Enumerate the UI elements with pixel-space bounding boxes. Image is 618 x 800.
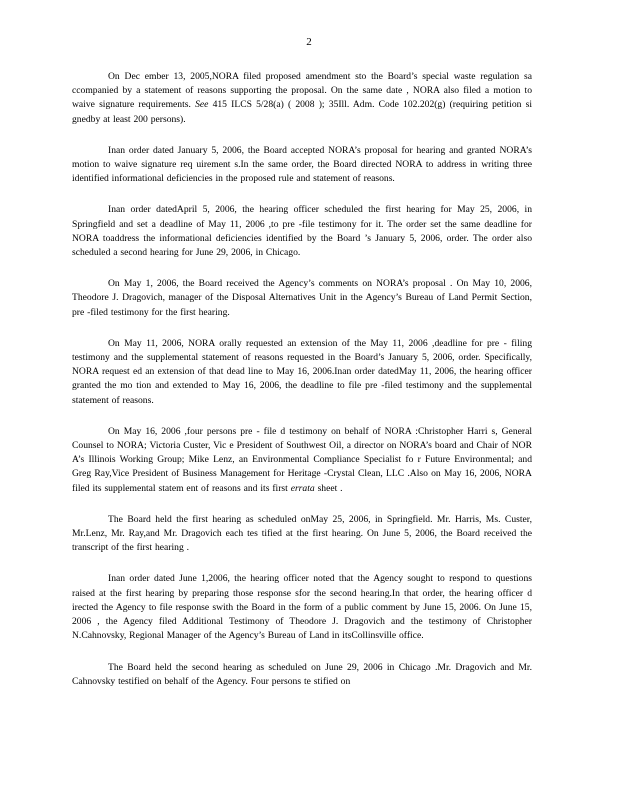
paragraph-7-text: The Board held the first hearing as scheduled onMay 25, 2006, in Springfield. Mr. Harris, Ms. Custer, Mr.Lenz, Mr. Ray,and Mr. Dragovich each tes tified at the first hearing. On June 5, 2006, the Board received the transcript of the first hearing .	[72, 513, 532, 554]
paragraph-8	[72, 572, 532, 643]
paragraph-1-citation: 415 ILCS 5/28(a) ( 2008 ); 35Ill. Adm. Code 102.202(g) (requiring petition si gnedby at least 200 persons).	[72, 99, 533, 125]
paragraph-1	[72, 70, 532, 127]
document-body	[72, 70, 532, 689]
paragraph-1-text: On Dec ember 13, 2005,NORA filed proposed amendment sto the Board’s special waste regulation sa ccompanied by a statement of reasons supporting the proposal. On the same date , NORA also filed a motion to waive signature requirements.	[72, 71, 532, 111]
paragraph-2	[72, 144, 532, 187]
paragraph-6	[72, 425, 532, 496]
page-number: 2	[306, 36, 312, 48]
paragraph-9	[72, 661, 532, 689]
errata-term: errata	[290, 482, 315, 494]
paragraph-8-text: Inan order dated June 1,2006, the hearing officer noted that the Agency sought to respond to questions raised at the first hearing by preparing those response sfor the second hearing.In that order, the hearing officer d irected the Agency to file response swith the Board in the form of a public comment by June 15, 2006. On June 15, 2006 , the Agency filed Additional Testimony of Theodore J. Dragovich and the testimony of Christopher N.Cahnovsky, Regional Manager of the Agency’s Bureau of Land in itsCollinsville office.	[72, 573, 532, 642]
paragraph-9-text: The Board held the second hearing as scheduled on June 29, 2006 in Chicago .Mr. Dragovich and Mr. Cahnovsky testified on behalf of the Agency. Four persons te stified on	[72, 661, 532, 687]
paragraph-5-text: On May 11, 2006, NORA orally requested an extension of the May 11, 2006 ,deadline for pre - filing testimony and the supplemental statement of reasons requested in the Board’s January 5, 2006, order. Specifically, NORA request ed an extension of that dead line to May 16, 2006.Inan order datedMay 11, 2006, the hearing officer granted the mo tion and extended to May 16, 2006, the deadline to file pre -filed testimony and the supplemental statement of reasons.	[72, 337, 532, 406]
paragraph-5	[72, 337, 532, 408]
see-citation-signal: See	[195, 99, 209, 111]
paragraph-3	[72, 203, 532, 260]
paragraph-4-text: On May 1, 2006, the Board received the Agency’s comments on NORA’s proposal . On May 10, 2006, Theodore J. Dragovich, manager of the Disposal Alternatives Unit in the Agency’s Bureau of Land Permit Section, pre -filed testimony for the first hearing.	[72, 278, 532, 318]
paragraph-2-text: Inan order dated January 5, 2006, the Board accepted NORA’s proposal for hearing and granted NORA’s motion to waive signature req uirement s.In the same order, the Board directed NORA to address in writing three identified informational deficiencies in the proposed rule and statement of reasons.	[72, 144, 532, 185]
paragraph-3-text: Inan order datedApril 5, 2006, the hearing officer scheduled the first hearing for May 25, 2006, in Springfield and set a deadline of May 11, 2006 ,to pre -file testimony for it. The order set the same deadline for NORA toaddress the informational deficiencies identified by the Board ’s January 5, 2006, order. The order also scheduled a second hearing for June 29, 2006, in Chicago.	[72, 204, 532, 259]
paragraph-6-tail: sheet .	[314, 482, 343, 494]
paragraph-6-text: On May 16, 2006 ,four persons pre - file d testimony on behalf of NORA :Christopher Harri s, General Counsel to NORA; Victoria Custer, Vic e President of Southwest Oil, a director on NORA’s board and Chair of NOR A’s Illinois Working Group; Mike Lenz, an Environmental Compliance Specialist fo r Future Environmental; and Greg Ray,Vice President of Business Management for Heritage -Crystal Clean, LLC .Also on May 16, 2006, NORA filed its supplemental statem ent of reasons and its first	[72, 425, 532, 494]
paragraph-7	[72, 513, 532, 556]
paragraph-4	[72, 277, 532, 320]
